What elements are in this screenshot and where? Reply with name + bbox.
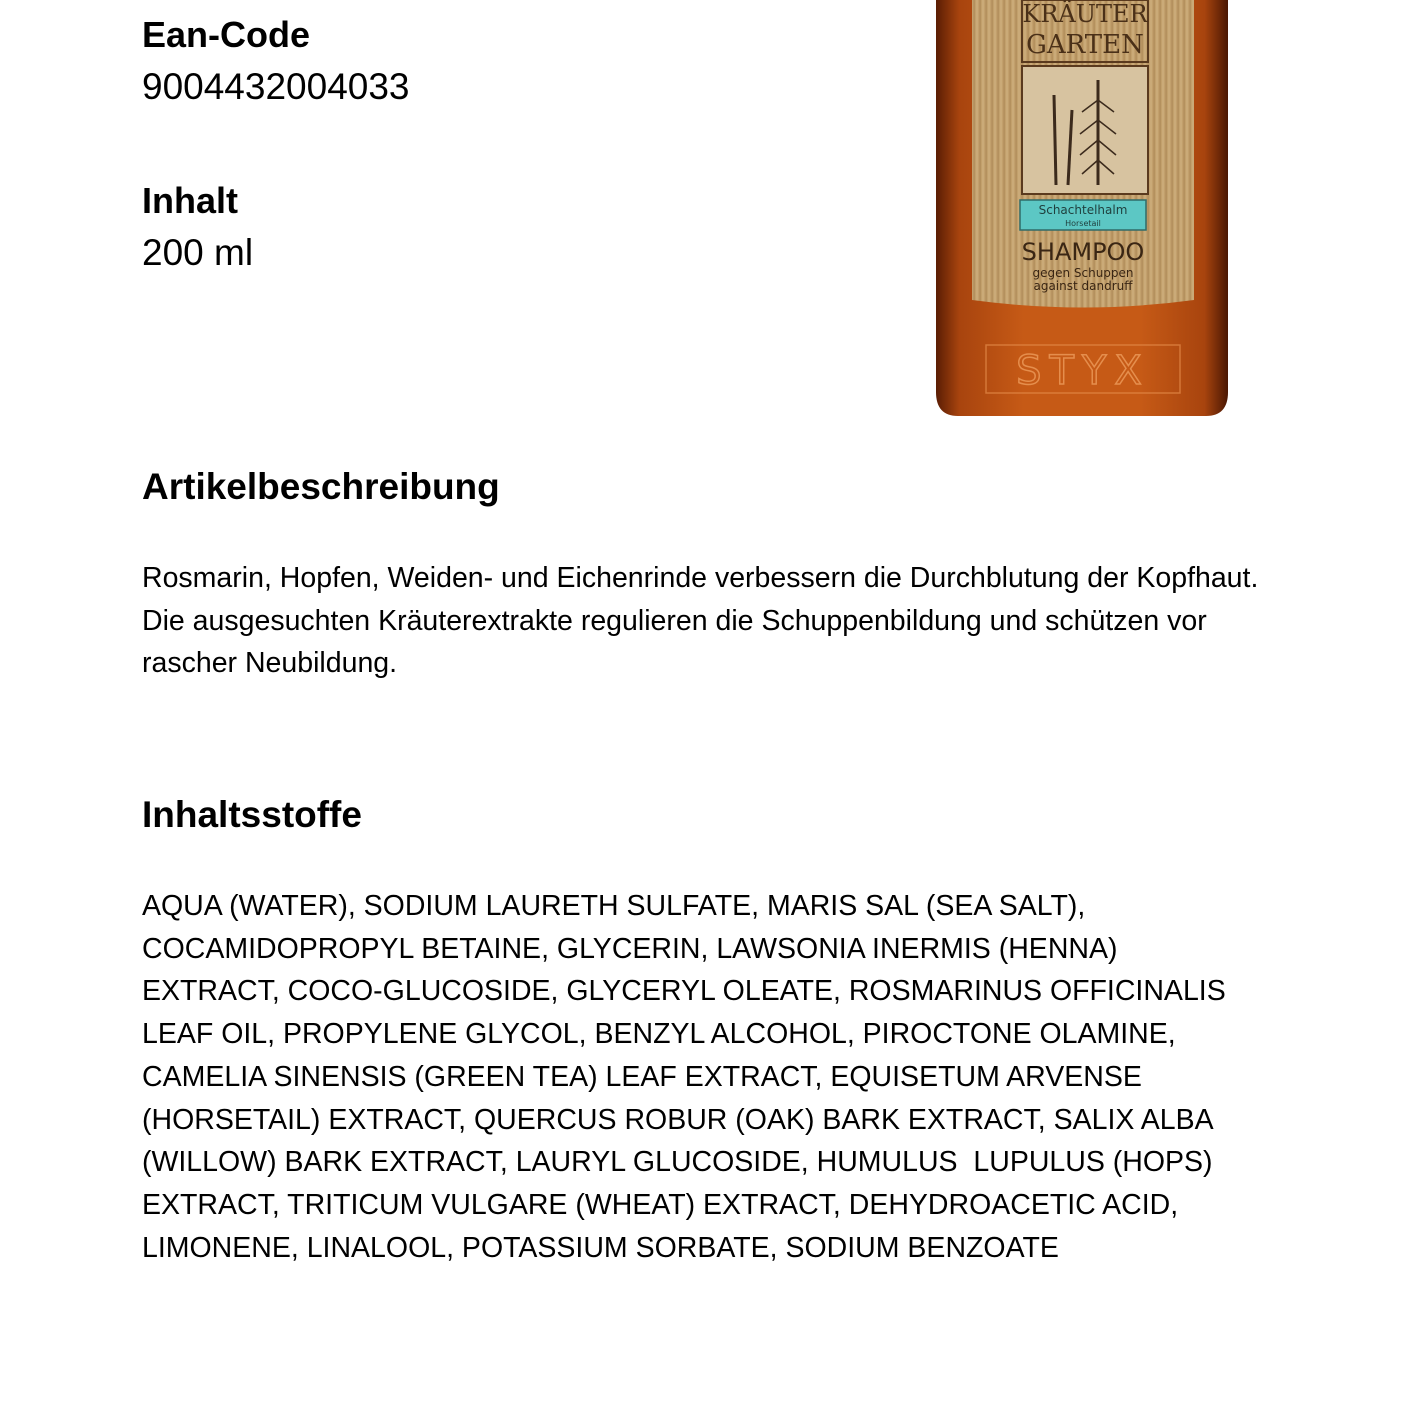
description-line1: Rosmarin, Hopfen, Weiden- und Eichenrinde verbessern die Durchblutung der Kopfhaut. xyxy=(142,562,1259,594)
ean-label: Ean-Code xyxy=(142,14,311,55)
brand-line2: GARTEN xyxy=(1026,30,1144,60)
claim-de: gegen Schuppen xyxy=(1032,266,1134,280)
herb-sublabel: Horsetail xyxy=(1065,219,1101,228)
herb-label: Schachtelhalm xyxy=(1038,203,1128,217)
description-heading: Artikelbeschreibung xyxy=(142,466,500,507)
content-label: Inhalt xyxy=(142,180,238,221)
description-line2: Die ausgesuchten Kräuterextrakte regulieren die Schuppenbildung und schützen vor rascher Neubildung. xyxy=(142,604,1207,680)
product-type: SHAMPOO xyxy=(1021,238,1145,266)
claim-en: against dandruff xyxy=(1033,279,1133,293)
ingredients-heading: Inhaltsstoffe xyxy=(142,794,362,835)
ingredients-text: AQUA (WATER), SODIUM LAURETH SULFATE, MARIS SAL (SEA SALT), COCAMIDOPROPYL BETAINE, GLYCERIN, LAWSONIA INERMIS (HENNA) EXTRACT, COCO-GLUCOSIDE, GLYCERYL OLEATE, ROSMARINUS OFFICINALIS LEAF OIL, PROPYLENE GLYCOL, BENZYL ALCOHOL, PIROCTONE OLAMINE, CAMELIA SINENSIS (GREEN TEA) LEAF EXTRACT, EQUISETUM ARVENSE (HORSETAIL) EXTRACT, QUERCUS ROBUR (OAK) BARK EXTRACT, SALIX ALBA (WILLOW) BARK EXTRACT, LAURYL GLUCOSIDE, HUMULUS LUPULUS (HOPS) EXTRACT, TRITICUM VULGARE (WHEAT) EXTRACT, DEHYDROACETIC ACID, LIMONENE, LINALOOL, POTASSIUM SORBATE, SODIUM BENZOATE xyxy=(142,890,1234,1264)
maker-emboss: STYX xyxy=(1016,348,1150,394)
product-image xyxy=(926,0,1238,420)
content-value: 200 ml xyxy=(142,232,254,273)
description-text xyxy=(142,557,1282,685)
ean-value: 9004432004033 xyxy=(142,66,410,107)
brand-line1: KRÄUTER xyxy=(1022,0,1148,28)
